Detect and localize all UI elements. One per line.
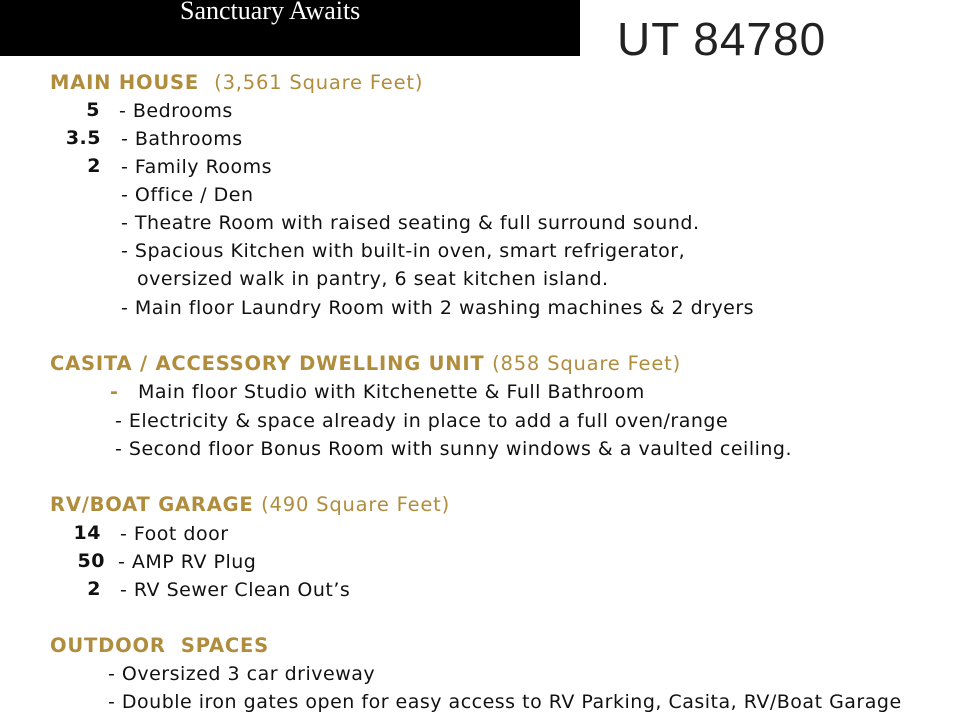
casita-first-item <box>110 380 645 404</box>
sewer-label: - RV Sewer Clean Out’s <box>120 579 351 601</box>
casita-first-dash: - <box>110 381 119 403</box>
main-house-heading <box>50 71 423 95</box>
amp-plug-count: 50 <box>77 550 105 572</box>
main-house-size: (3,561 Square Feet) <box>214 71 424 94</box>
garage-size: (490 Square Feet) <box>261 493 451 516</box>
main-house-title: MAIN HOUSE <box>50 71 199 94</box>
foot-door-count: 14 <box>73 522 101 544</box>
sewer-count: 2 <box>87 578 101 600</box>
address-zip-line: UT 84780 <box>617 13 827 65</box>
casita-item: - Electricity & space already in place to add a full oven/range <box>115 410 729 432</box>
banner-tagline: Sanctuary Awaits <box>180 0 361 25</box>
outdoor-item: - Oversized 3 car driveway <box>108 663 376 685</box>
main-house-item: - Theatre Room with raised seating & full surround sound. <box>121 212 700 234</box>
bathrooms-count: 3.5 <box>65 127 101 149</box>
bedrooms-label: - Bedrooms <box>119 100 233 122</box>
casita-item: - Second floor Bonus Room with sunny windows & a vaulted ceiling. <box>115 438 793 460</box>
garage-title: RV/BOAT GARAGE <box>50 493 254 516</box>
outdoor-heading: OUTDOOR SPACES <box>50 634 269 657</box>
casita-heading <box>50 352 681 376</box>
garage-heading <box>50 493 450 517</box>
casita-size: (858 Square Feet) <box>492 352 681 375</box>
bedrooms-count: 5 <box>86 99 100 121</box>
main-house-item: - Office / Den <box>121 184 254 206</box>
family-rooms-label: - Family Rooms <box>121 156 273 178</box>
outdoor-item: - Double iron gates open for easy access to RV Parking, Casita, RV/Boat Garage <box>108 691 902 713</box>
foot-door-label: - Foot door <box>120 523 229 545</box>
casita-first-text: Main floor Studio with Kitchenette & Full Bathroom <box>138 381 645 403</box>
bathrooms-label: - Bathrooms <box>121 128 243 150</box>
family-rooms-count: 2 <box>87 155 101 177</box>
main-house-item: - Spacious Kitchen with built-in oven, smart refrigerator, <box>121 240 686 262</box>
main-house-item: oversized walk in pantry, 6 seat kitchen island. <box>137 268 609 290</box>
casita-title: CASITA / ACCESSORY DWELLING UNIT <box>50 352 485 375</box>
main-house-item: - Main floor Laundry Room with 2 washing machines & 2 dryers <box>121 297 755 319</box>
amp-plug-label: - AMP RV Plug <box>118 551 257 573</box>
